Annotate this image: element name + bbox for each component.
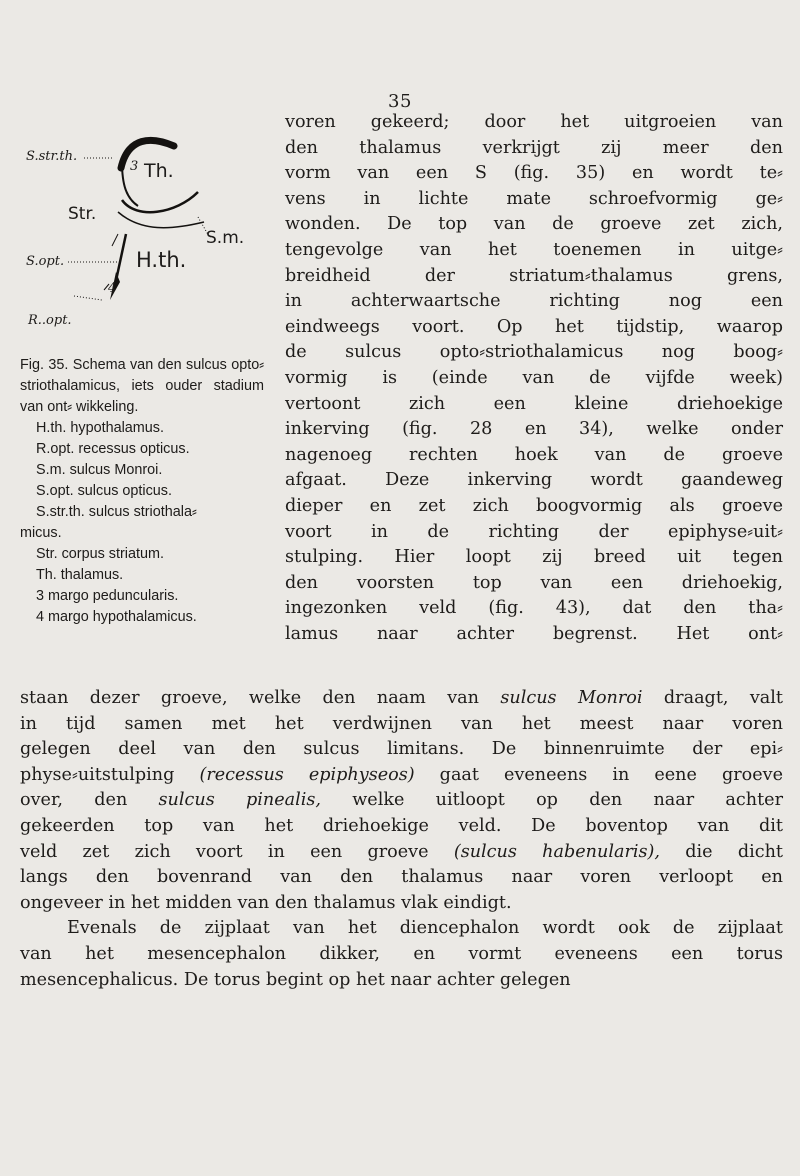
caption-legend: [20, 418, 264, 628]
text-line: vertoont zich een kleine driehoekige: [285, 393, 783, 414]
text-line: dieper en zet zich boogvormig als groeve: [285, 495, 783, 516]
text-line: [20, 840, 783, 866]
text-line: breidheid der striatum⸗thalamus grens,: [285, 265, 783, 286]
text-line: [20, 788, 783, 814]
legend-item: S.str.th. sulcus striothala⸗: [36, 504, 197, 520]
label-s-str-th: S.str.th.: [26, 149, 78, 164]
text-line: vorm van een S (fig. 35) en wordt te⸗: [285, 163, 783, 184]
legend-item-continuation: micus.: [20, 525, 62, 541]
text-line: ingezonken veld (fig. 43), dat den tha⸗: [285, 598, 783, 619]
text-segment: veld zet zich voort in een groeve: [20, 841, 454, 862]
figure-caption: [20, 355, 264, 628]
sulcus-s-line-lower: [118, 212, 204, 228]
text-line: vens in lichte mate schroefvormig ge⸗: [285, 188, 783, 209]
text-line: eindweegs voort. Op het tijdstip, waarop: [285, 316, 783, 337]
text-segment: staan dezer groeve, welke den naam van: [20, 688, 501, 708]
legend-item: S.m. sulcus Monroi.: [36, 462, 163, 478]
italic-term: sulcus pinealis,: [158, 790, 321, 811]
text-line: lamus naar achter begrenst. Het ont⸗: [285, 623, 783, 644]
text-line: den thalamus verkrijgt zij meer den: [285, 137, 783, 158]
text-segment: langs den bovenrand van den thalamus naar voren verloopt en: [20, 867, 783, 888]
italic-term: (recessus epiphyseos): [199, 764, 415, 785]
legend-item: R.opt. recessus opticus.: [36, 441, 190, 457]
text-line: [20, 763, 783, 789]
text-segment: in tijd samen met het verdwijnen van het meest naar voren: [20, 713, 783, 734]
text-segment: ongeveer in het midden van den thalamus vlak eindigt.: [20, 892, 512, 913]
margo-peduncularis-line: [112, 234, 118, 246]
legend-item: 4 margo hypothalamicus.: [36, 609, 197, 625]
text-line: [20, 891, 783, 917]
body-text-column: [285, 110, 783, 647]
text-line: den voorsten top van een driehoekig,: [285, 572, 783, 593]
text-segment: draagt, valt: [642, 688, 783, 708]
text-line: [20, 814, 783, 840]
text-line: [20, 942, 783, 968]
text-line: [20, 686, 783, 712]
text-line: [20, 737, 783, 763]
text-line: vormig is (einde van de vijfde week): [285, 367, 783, 388]
legend-item: Str. corpus striatum.: [36, 546, 164, 562]
figure-35-schema: [26, 122, 262, 342]
italic-term: sulcus Monroi: [500, 688, 643, 708]
text-segment: gelegen deel van den sulcus limitans. De binnenruimte der epi⸗: [20, 739, 783, 760]
text-segment: over, den: [20, 790, 159, 811]
text-line: stulping. Hier loopt zij breed uit tegen: [285, 547, 783, 568]
text-segment: welke uitloopt op den naar achter: [320, 790, 783, 811]
legend-item: S.opt. sulcus opticus.: [36, 483, 172, 499]
text-line: tengevolge van het toenemen in uitge⸗: [285, 239, 783, 260]
text-segment: gaat eveneens in eene groeve: [414, 764, 784, 785]
text-line: in achterwaartsche richting nog een: [285, 291, 783, 312]
caption-title: Fig. 35. Schema van den sulcus opto⸗striothalamicus, iets ouder stadium van ont⸗ wikkeling.: [20, 357, 264, 415]
text-line: [20, 712, 783, 738]
label-th: Th.: [144, 160, 174, 182]
page-number: 35: [388, 91, 412, 112]
legend-item: 3 margo peduncularis.: [36, 588, 179, 604]
legend-item: H.th. hypothalamus.: [36, 420, 164, 436]
text-line: afgaat. Deze inkerving wordt gaandeweg: [285, 470, 783, 491]
text-line: voort in de richting der epiphyse⸗uit⸗: [285, 521, 783, 542]
text-segment: gekeerden top van het driehoekige veld. De boventop van dit: [20, 815, 783, 836]
text-line: voren gekeerd; door het uitgroeien van: [285, 112, 783, 132]
text-line: wonden. De top van de groeve zet zich,: [285, 214, 783, 235]
leader-r-opt: [74, 296, 102, 300]
text-line: inkerving (fig. 28 en 34), welke onder: [285, 419, 783, 440]
label-h-th: H.th.: [136, 248, 187, 272]
label-3: 3: [130, 159, 139, 174]
text-segment: die dicht: [659, 841, 784, 862]
text-line: [20, 865, 783, 891]
italic-term: (sulcus habenularis),: [453, 841, 660, 862]
legend-item: Th. thalamus.: [36, 567, 124, 583]
text-line: nagenoeg rechten hoek van de groeve: [285, 444, 783, 465]
label-4: 4: [108, 281, 117, 296]
text-segment: van het mesencephalon dikker, en vormt eveneens een torus: [20, 943, 783, 964]
text-segment: Evenals de zijplaat van het diencephalon wordt ook de zijplaat: [67, 918, 783, 939]
label-str: Str.: [68, 204, 97, 224]
label-r-opt: R..opt.: [28, 313, 72, 328]
label-s-opt: S.opt.: [26, 254, 65, 269]
text-segment: mesencephalicus. De torus begint op het naar achter gelegen: [20, 969, 571, 990]
text-line: [20, 916, 783, 942]
text-line: [20, 968, 783, 994]
text-line: de sulcus opto⸗striothalamicus nog boog⸗: [285, 342, 783, 363]
text-segment: physe⸗uitstulping: [20, 764, 200, 785]
label-s-m: S.m.: [206, 228, 245, 248]
body-text-full-width: [20, 686, 783, 993]
